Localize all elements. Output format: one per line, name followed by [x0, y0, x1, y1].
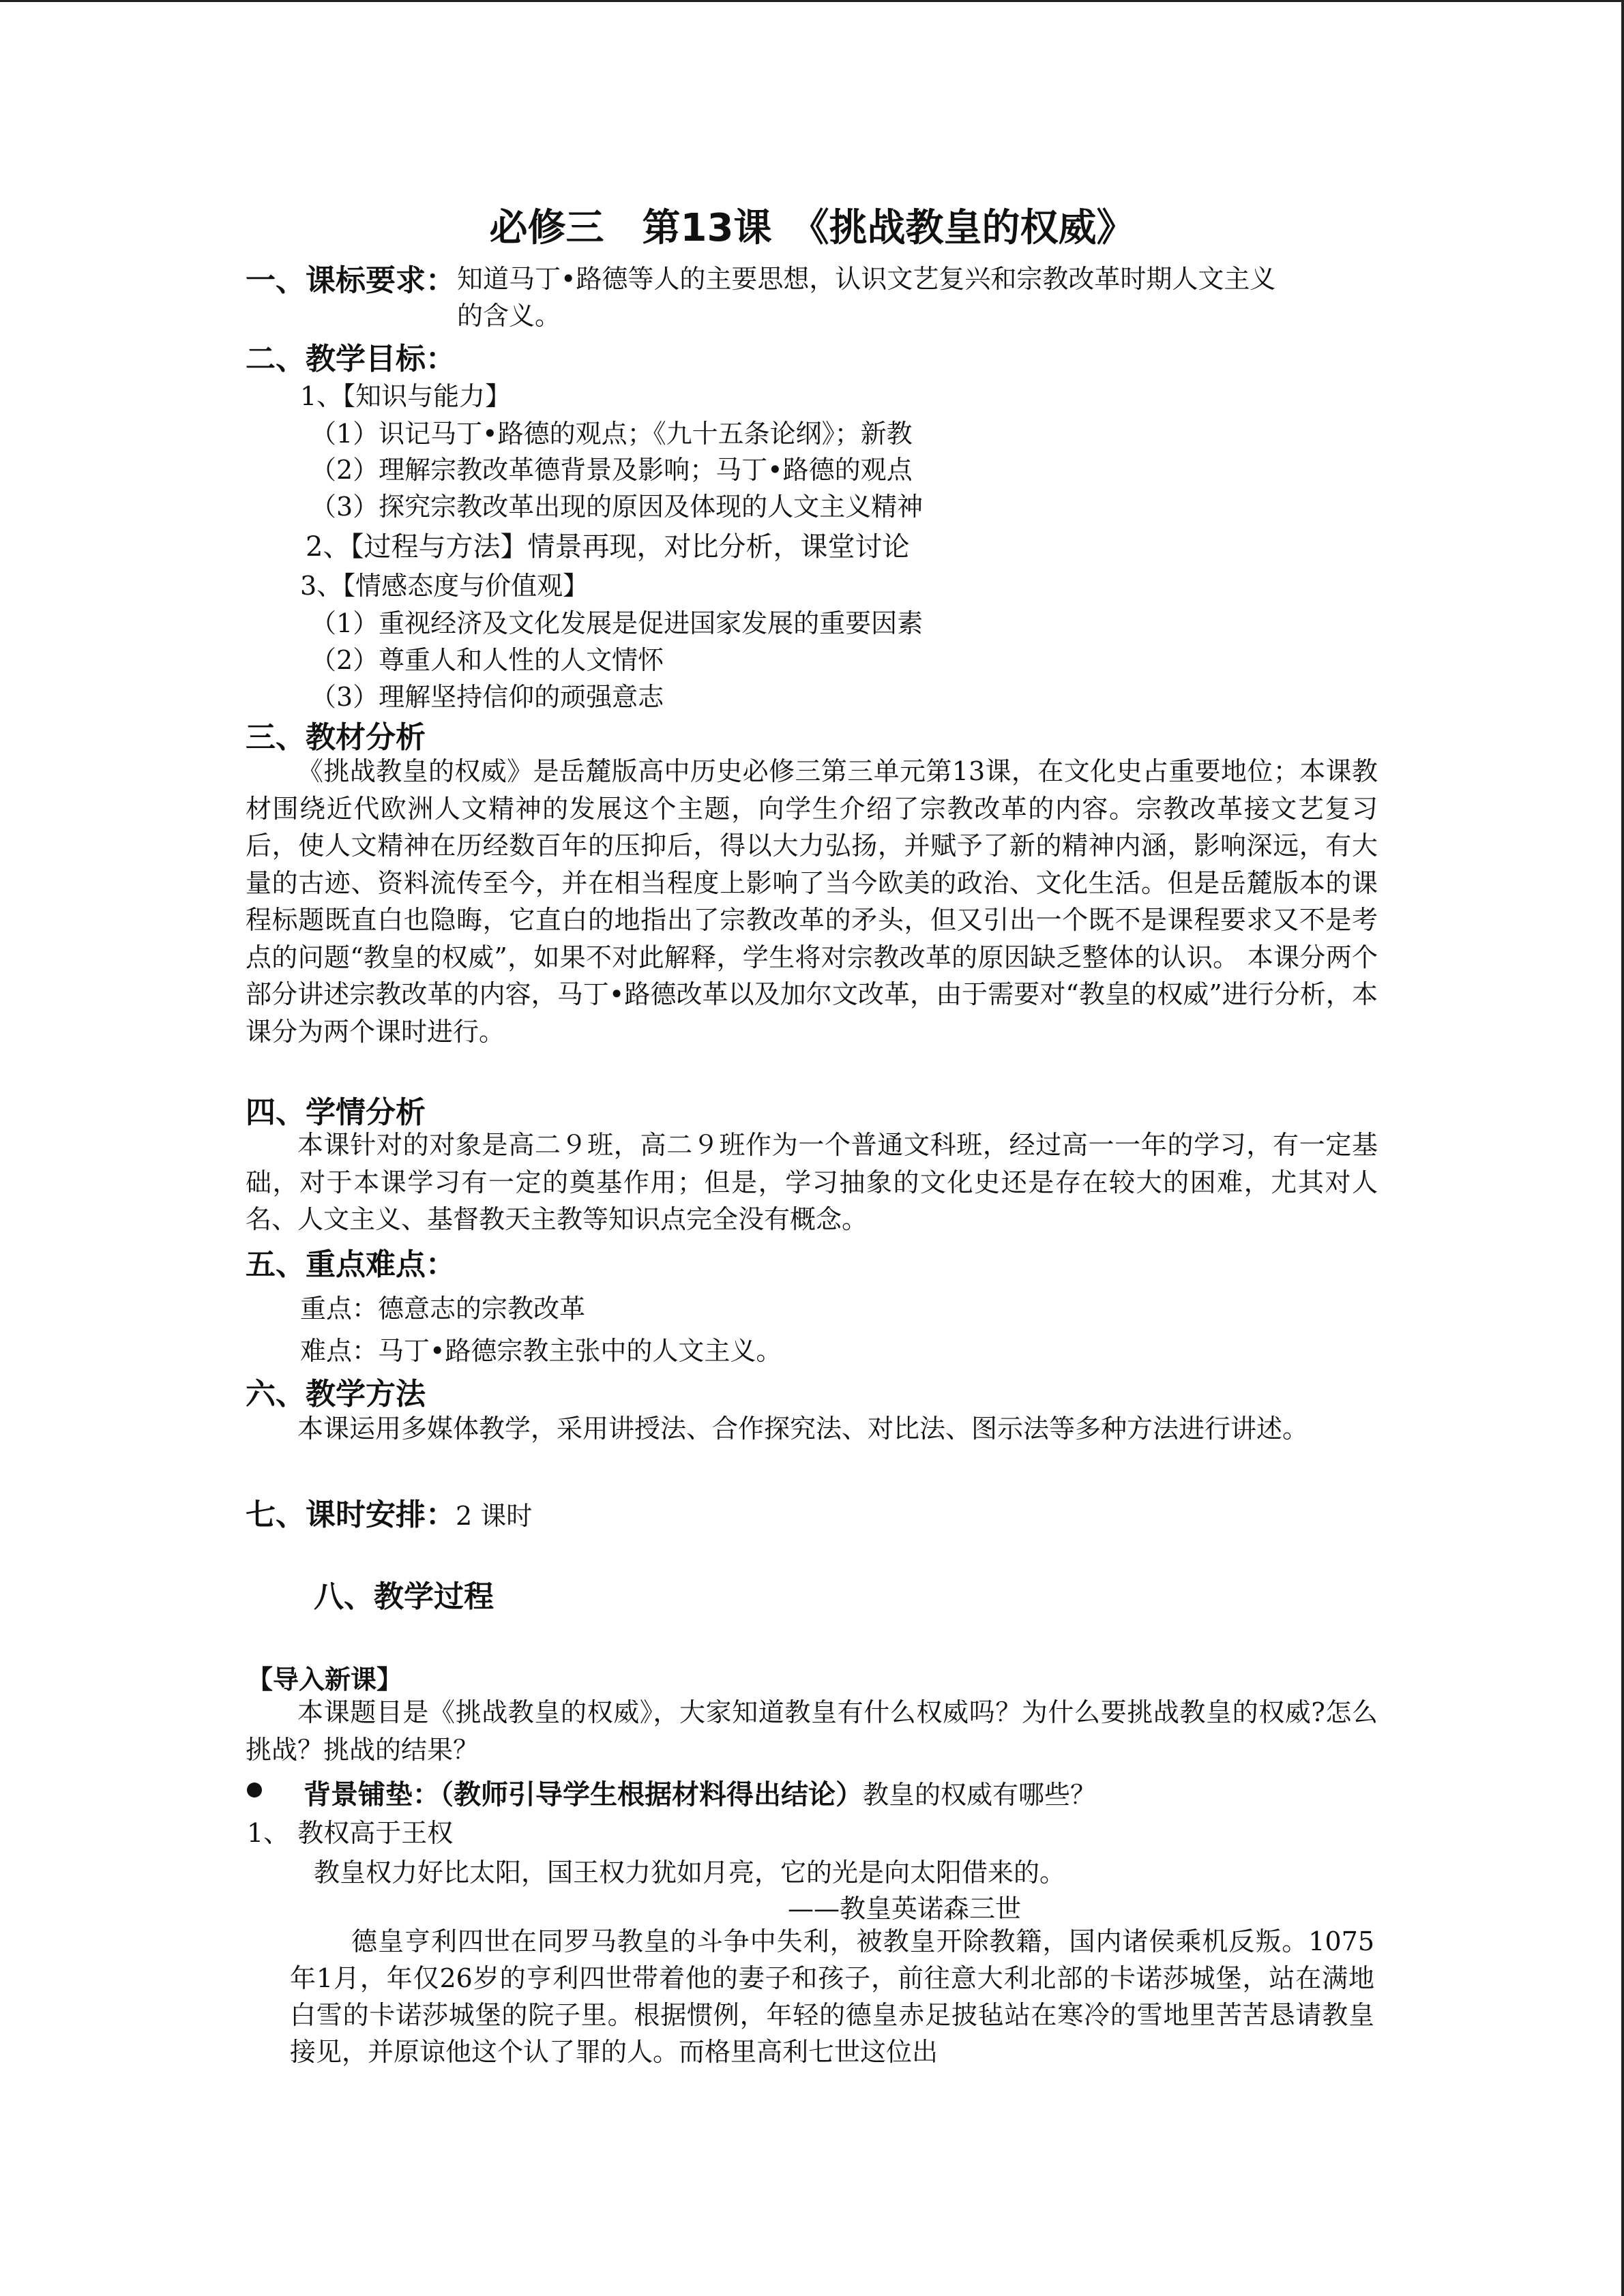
section-heading-students: 四、学情分析: [246, 1095, 426, 1130]
section-heading-process: 八、教学过程: [314, 1579, 494, 1614]
schedule-value: 2 课时: [456, 1501, 533, 1531]
intro-text: 本课题目是《挑战教皇的权威》，大家知道教皇有什么权威吗？为什么要挑战教皇的权威?怎么挑战？挑战的结果？: [246, 1697, 1378, 1765]
section-heading-objectives: 二、教学目标：: [246, 342, 456, 376]
background-label: 背景铺垫：（教师引导学生根据材料得出结论）: [304, 1779, 863, 1810]
section-heading-key-points: 五、重点难点：: [246, 1247, 456, 1282]
objective-emotion-1: （1）重视经济及文化发展是促进国家发展的重要因素: [310, 608, 924, 638]
intro-label: 【导入新课】: [247, 1665, 403, 1695]
objective-knowledge-2: （2）理解宗教改革德背景及影响；马丁•路德的观点: [310, 455, 913, 485]
standards-text-line1: 知道马丁•路德等人的主要思想，认识文艺复兴和宗教改革时期人文主义: [457, 264, 1276, 294]
objective-process-title: 2、【过程与方法】: [306, 531, 528, 563]
objective-knowledge-1: （1）识记马丁•路德的观点；《九十五条论纲》；新教: [310, 419, 913, 449]
background-line: [304, 1773, 1096, 1812]
objective-emotion-title: 3、【情感态度与价值观】: [300, 571, 589, 601]
objective-knowledge-3: （3）探究宗教改革出现的原因及体现的人文主义精神: [310, 492, 924, 522]
canossa-story-text: 德皇亨利四世在同罗马教皇的斗争中失利，被教皇开除教籍，国内诸侯乘机反叛。1075年1月，年仅26岁的亨利四世带着他的妻子和孩子，前往意大利北部的卡诺莎城堡，站在满地白雪的卡诺莎城堡的院子里。根据惯例，年轻的德皇赤足披毡站在寒冷的雪地里苦苦恳请教皇接见，并原谅他这个认了罪的人。而格里高利七世这位出: [290, 1926, 1374, 2067]
pope-quote-source: ——教皇英诺森三世: [788, 1894, 1022, 1924]
objective-process-line: [306, 525, 909, 564]
bullet-icon: [247, 1783, 262, 1798]
background-text: 教皇的权威有哪些？: [863, 1780, 1097, 1810]
page-title: 必修三 第13课 《挑战教皇的权威》: [489, 206, 1135, 250]
objective-emotion-2: （2）尊重人和人性的人文情怀: [310, 645, 664, 675]
standards-text-line2: 的含义。: [457, 301, 561, 331]
student-analysis-text: 本课针对的对象是高二９班，高二９班作为一个普通文科班，经过高一一年的学习，有一定基础，对于本课学习有一定的奠基作用；但是，学习抽象的文化史还是存在较大的困难，尤其对人名、人文主义、基督教天主教等知识点完全没有概念。: [246, 1130, 1378, 1234]
objective-emotion-3: （3）理解坚持信仰的顽强意志: [310, 682, 664, 712]
point-1-heading: 1、 教权高于王权: [247, 1818, 454, 1848]
difficult-point-text: 难点：马丁•路德宗教主张中的人文主义。: [300, 1336, 782, 1366]
material-analysis-text: 《挑战教皇的权威》是岳麓版高中历史必修三第三单元第13课，在文化史占重要地位；本课教材围绕近代欧洲人文精神的发展这个主题，向学生介绍了宗教改革的内容。宗教改革接文艺复习后，使人文精神在历经数百年的压抑后，得以大力弘扬，并赋予了新的精神内涵，影响深远，有大量的古迹、资料流传至今，并在相当程度上影响了当今欧美的政治、文化生活。但是岳麓版本的课程标题既直白也隐晦，它直白的地指出了宗教改革的矛头，但又引出一个既不是课程要求又不是考点的问题“教皇的权威”，如果不对此解释，学生将对宗教改革的原因缺乏整体的认识。 本课分两个部分讲述宗教改革的内容，马丁•路德改革以及加尔文改革，由于需要对“教皇的权威”进行分析，本课分为两个课时进行。: [246, 756, 1378, 1047]
schedule-label: 七、课时安排：: [246, 1497, 456, 1532]
methods-text: 本课运用多媒体教学，采用讲授法、合作探究法、对比法、图示法等多种方法进行讲述。: [297, 1414, 1309, 1444]
objective-knowledge-title: 1、【知识与能力】: [300, 381, 512, 411]
section-heading-schedule: [246, 1490, 532, 1534]
section-heading-methods: 六、教学方法: [246, 1377, 426, 1412]
objective-process-text: 情景再现，对比分析，课堂讨论: [527, 531, 910, 563]
section-heading-standards: 一、课标要求：: [246, 263, 456, 298]
section-heading-material: 三、教材分析: [246, 720, 426, 755]
pope-quote: 教皇权力好比太阳，国王权力犹如月亮，它的光是向太阳借来的。: [314, 1858, 1066, 1888]
key-point-text: 重点：德意志的宗教改革: [300, 1294, 586, 1324]
